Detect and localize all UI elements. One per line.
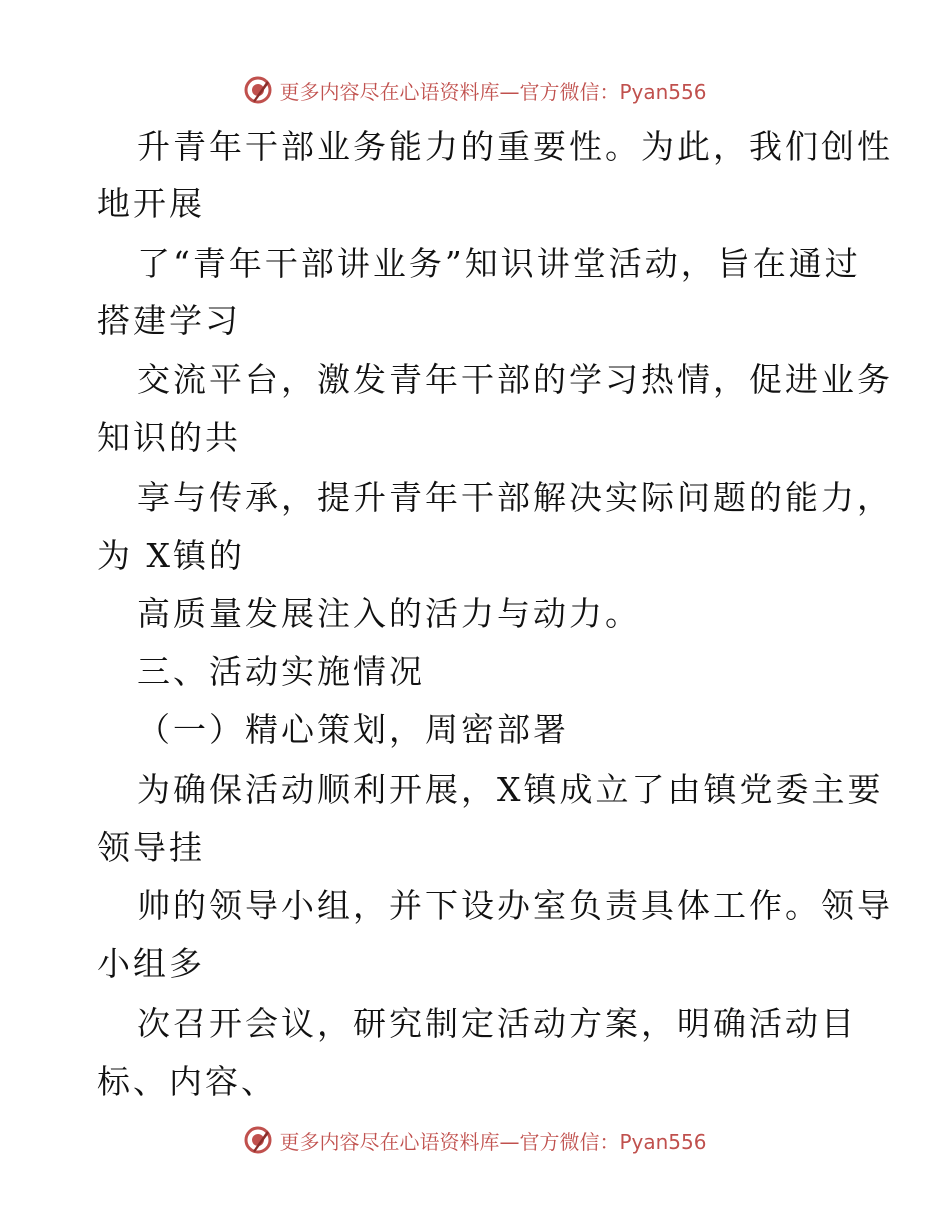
body-line: 次召开会议，研究制定活动方案，明确活动目 <box>137 1004 857 1043</box>
footer-site-text: 更多内容尽在心语资料库 <box>279 1129 500 1154</box>
body-line: 为确保活动顺利开展，X镇成立了由镇党委主要 <box>137 770 884 809</box>
body-line: 地开展 <box>97 184 205 223</box>
body-line: 知识的共 <box>97 418 241 457</box>
subsection-heading: （一）精心策划，周密部署 <box>137 710 569 749</box>
header-separator: — <box>499 79 520 104</box>
body-line: 帅的领导小组，并下设办室负责具体工作。领导 <box>137 886 893 925</box>
header-wechat-text: 官方微信：Pyan556 <box>519 79 707 104</box>
body-line: 升青年干部业务能力的重要性。为此，我们创性 <box>137 127 893 166</box>
body-line: 高质量发展注入的活力与动力。 <box>137 594 641 633</box>
footer-separator: — <box>499 1129 520 1154</box>
body-line: 交流平台，激发青年干部的学习热情，促进业务 <box>137 360 893 399</box>
body-line: 为 X镇的 <box>97 536 245 575</box>
body-line: 领导挂 <box>97 828 205 867</box>
footer-wechat-text: 官方微信：Pyan556 <box>519 1129 707 1154</box>
section-heading: 三、活动实施情况 <box>137 652 425 691</box>
body-line: 标、内容、 <box>97 1062 277 1101</box>
body-line: 了“青年干部讲业务”知识讲堂活动，旨在通过 <box>137 244 861 283</box>
quill-seal-icon <box>243 1125 273 1155</box>
body-line: 小组多 <box>97 944 205 983</box>
header-site-text: 更多内容尽在心语资料库 <box>279 79 500 104</box>
body-line: 搭建学习 <box>97 301 241 340</box>
footer-banner <box>0 1120 950 1160</box>
footer-banner-text <box>279 1126 706 1155</box>
body-line: 享与传承，提升青年干部解决实际问题的能力， <box>137 478 893 517</box>
